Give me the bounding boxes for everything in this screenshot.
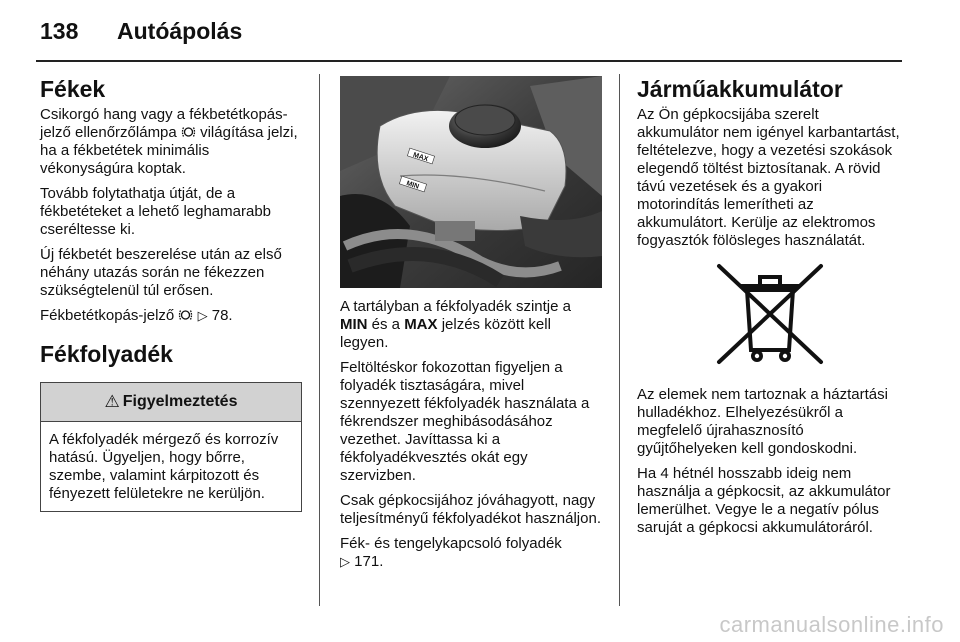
section-header: Autóápolás <box>117 18 243 44</box>
paragraph: Csak gépkocsijához jóváhagyott, nagy teljesítményű fékfolyadékot használjon. <box>340 492 601 527</box>
column-divider <box>619 74 620 606</box>
min-label: MIN <box>340 316 368 333</box>
column-battery <box>637 76 903 544</box>
paragraph <box>340 298 602 352</box>
page-reference-link[interactable]: 78. <box>211 307 233 325</box>
paragraph <box>40 106 302 178</box>
page-reference-icon: ▷ <box>340 554 350 569</box>
section-title-brake-fluid: Fékfolyadék <box>40 341 173 368</box>
text: és a <box>367 316 405 333</box>
paragraph: Az Ön gépkocsijába szerelt akkumulátor nem igényel karbantartást, feltételezve, hogy a vezetési szokások elegendő töltést biztosítanak. A rövid távú vezetések és a gyakori motorindítás lemerítheti az akkumulátort. Kerülje az elektromos fogyasztók fölösleges használatát. <box>637 106 900 250</box>
page-reference-icon: ▷ <box>197 308 208 324</box>
warning-triangle-icon: ⚠ <box>104 391 120 411</box>
paragraph <box>340 535 602 571</box>
text: A tartályban a fékfolyadék szintje a <box>340 298 571 315</box>
paragraph: Az elemek nem tartoznak a háztartási hulladékhoz. Elhelyezésükről a megfelelő újrahasznosító gyűjtőhelyeken kell gondoskodni. <box>637 386 888 458</box>
paragraph: Tovább folytathatja útját, de a fékbetéteket a lehető leghamarabb cseréltesse ki. <box>40 185 271 239</box>
section-title-brakes: Fékek <box>40 76 106 102</box>
text: Csikorgó hang vagy a fékbetétkopás-jelző ellenőrzőlámpa <box>40 106 288 142</box>
text: jelzés között kell legyen. <box>340 316 551 351</box>
paragraph <box>40 307 302 325</box>
crossed-out-bin-icon <box>715 262 825 366</box>
paragraph: Ha 4 hétnél hosszabb ideig nem használja a gépkocsit, az akkumulátor lemerülhet. Vegye le a negatív pólus saruját a gépkocsi akkumulátoráról. <box>637 465 891 537</box>
text: Fékbetétkopás-jelző <box>40 307 179 325</box>
column-brakes <box>40 76 302 512</box>
paragraph: Feltöltéskor fokozottan figyeljen a folyadék tisztaságára, mivel szennyezett fékfolyadék használata a fékrendszer meghibásodásához vezethet. Javíttassa ki a fékfolyadékvesztés okát egy szervizben. <box>340 359 590 484</box>
section-title-battery: Járműakkumulátor <box>637 76 843 102</box>
brake-wear-warning-icon <box>181 124 196 141</box>
max-mark-label: MAX <box>412 151 430 164</box>
column-divider <box>319 74 320 606</box>
brake-fluid-reservoir-photo <box>340 76 602 288</box>
min-mark-label: MIN <box>405 180 420 191</box>
text: világítása jelzi, ha a fékbetétek minimális vékonyságúra koptak. <box>40 124 298 178</box>
warning-box <box>40 382 302 512</box>
warning-title: Figyelmeztetés <box>122 392 238 410</box>
brake-wear-warning-icon <box>178 307 193 324</box>
header-rule <box>36 60 902 62</box>
max-label: MAX <box>404 316 438 333</box>
warning-header <box>41 383 301 422</box>
text: Fék- és tengelykapcsoló folyadék <box>340 535 562 552</box>
paragraph: Új fékbetét beszerelése után az első néhány utazás során ne fékezzen szükségtelenül túl erősen. <box>40 246 282 300</box>
page-number: 138 <box>40 18 79 44</box>
page-reference-link[interactable]: 171. <box>354 553 384 570</box>
warning-body <box>41 422 301 511</box>
watermark: carmanualsonline.info <box>719 612 944 637</box>
column-brake-fluid <box>340 76 602 578</box>
warning-text: A fékfolyadék mérgező és korrozív hatású. Ügyeljen, hogy bőrre, szembe, valamint kárpitozott és fényezett felületekre ne kerüljön. <box>49 430 279 502</box>
